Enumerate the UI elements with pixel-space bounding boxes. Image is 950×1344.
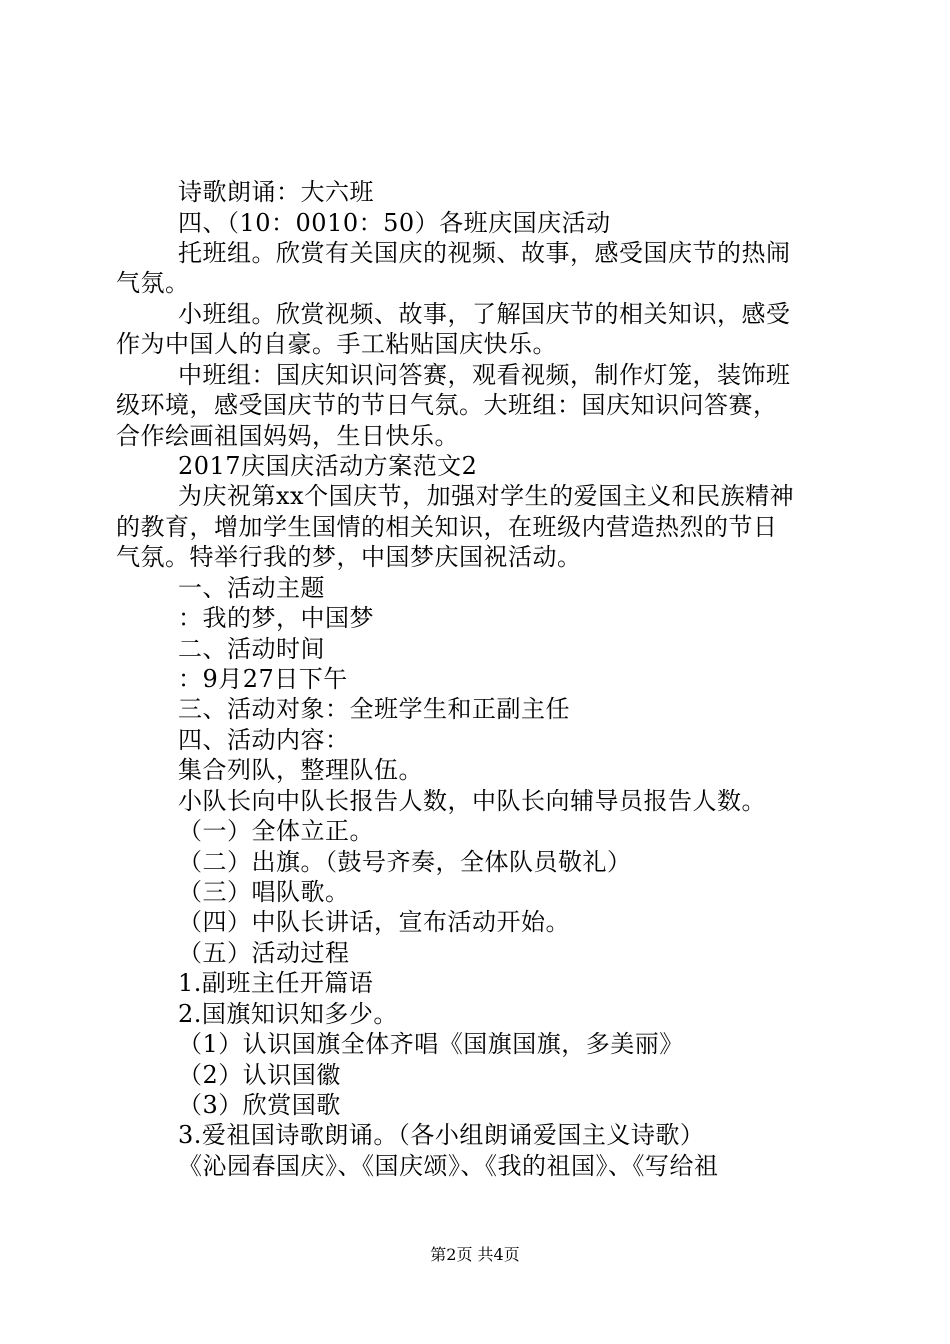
text-line: 气氛。 — [116, 269, 190, 297]
text-line: ：我的梦，中国梦 — [178, 604, 374, 632]
text-line: 3.爱祖国诗歌朗诵。（各小组朗诵爱国主义诗歌） — [178, 1121, 705, 1149]
text-line: 中班组：国庆知识问答赛，观看视频，制作灯笼，装饰班 — [178, 361, 791, 389]
page-footer: 第2页 共4页 — [430, 1245, 520, 1264]
text-line: 的教育，增加学生国情的相关知识，在班级内营造热烈的节日 — [116, 513, 778, 541]
text-line: （一）全体立正。 — [178, 817, 374, 845]
text-line: 托班组。欣赏有关国庆的视频、故事，感受国庆节的热闹 — [178, 239, 791, 267]
text-line: 2.国旗知识知多少。 — [178, 1000, 398, 1028]
text-line: 二、活动时间 — [178, 635, 325, 663]
text-line: 集合列队，整理队伍。 — [178, 756, 423, 784]
text-line: （二）出旗。（鼓号齐奏，全体队员敬礼） — [178, 848, 632, 876]
text-line: 小班组。欣赏视频、故事，了解国庆节的相关知识，感受 — [178, 300, 791, 328]
text-line: 气氛。特举行我的梦，中国梦庆国祝活动。 — [116, 543, 582, 571]
text-line: （3）欣赏国歌 — [178, 1091, 341, 1119]
text-line: 诗歌朗诵：大六班 — [178, 178, 374, 206]
text-line: 一、活动主题 — [178, 574, 325, 602]
text-line: （四）中队长讲话，宣布活动开始。 — [178, 908, 570, 936]
text-line: （三）唱队歌。 — [178, 878, 350, 906]
text-line: 作为中国人的自豪。手工粘贴国庆快乐。 — [116, 330, 557, 358]
text-line: （2）认识国徽 — [178, 1061, 341, 1089]
text-line: 级环境，感受国庆节的节日气氛。大班组：国庆知识问答赛， — [116, 391, 778, 419]
text-line: 《沁园春国庆》、《国庆颂》、《我的祖国》、《写给祖 — [178, 1152, 719, 1180]
text-line: 四、活动内容： — [178, 726, 350, 754]
text-line: ：9月27日下午 — [178, 665, 348, 693]
text-line: 2017庆国庆活动方案范文2 — [178, 452, 478, 480]
text-line: 小队长向中队长报告人数，中队长向辅导员报告人数。 — [178, 787, 766, 815]
text-line: （1）认识国旗全体齐唱《国旗国旗，多美丽》 — [178, 1030, 684, 1058]
text-line: 三、活动对象：全班学生和正副主任 — [178, 695, 570, 723]
text-line: 四、（10：0010：50）各班庆国庆活动 — [178, 209, 611, 237]
text-line: 合作绘画祖国妈妈，生日快乐。 — [116, 422, 459, 450]
text-line: 为庆祝第xx个国庆节，加强对学生的爱国主义和民族精神 — [178, 482, 795, 510]
text-line: 1.副班主任开篇语 — [178, 969, 374, 997]
text-line: （五）活动过程 — [178, 939, 350, 967]
